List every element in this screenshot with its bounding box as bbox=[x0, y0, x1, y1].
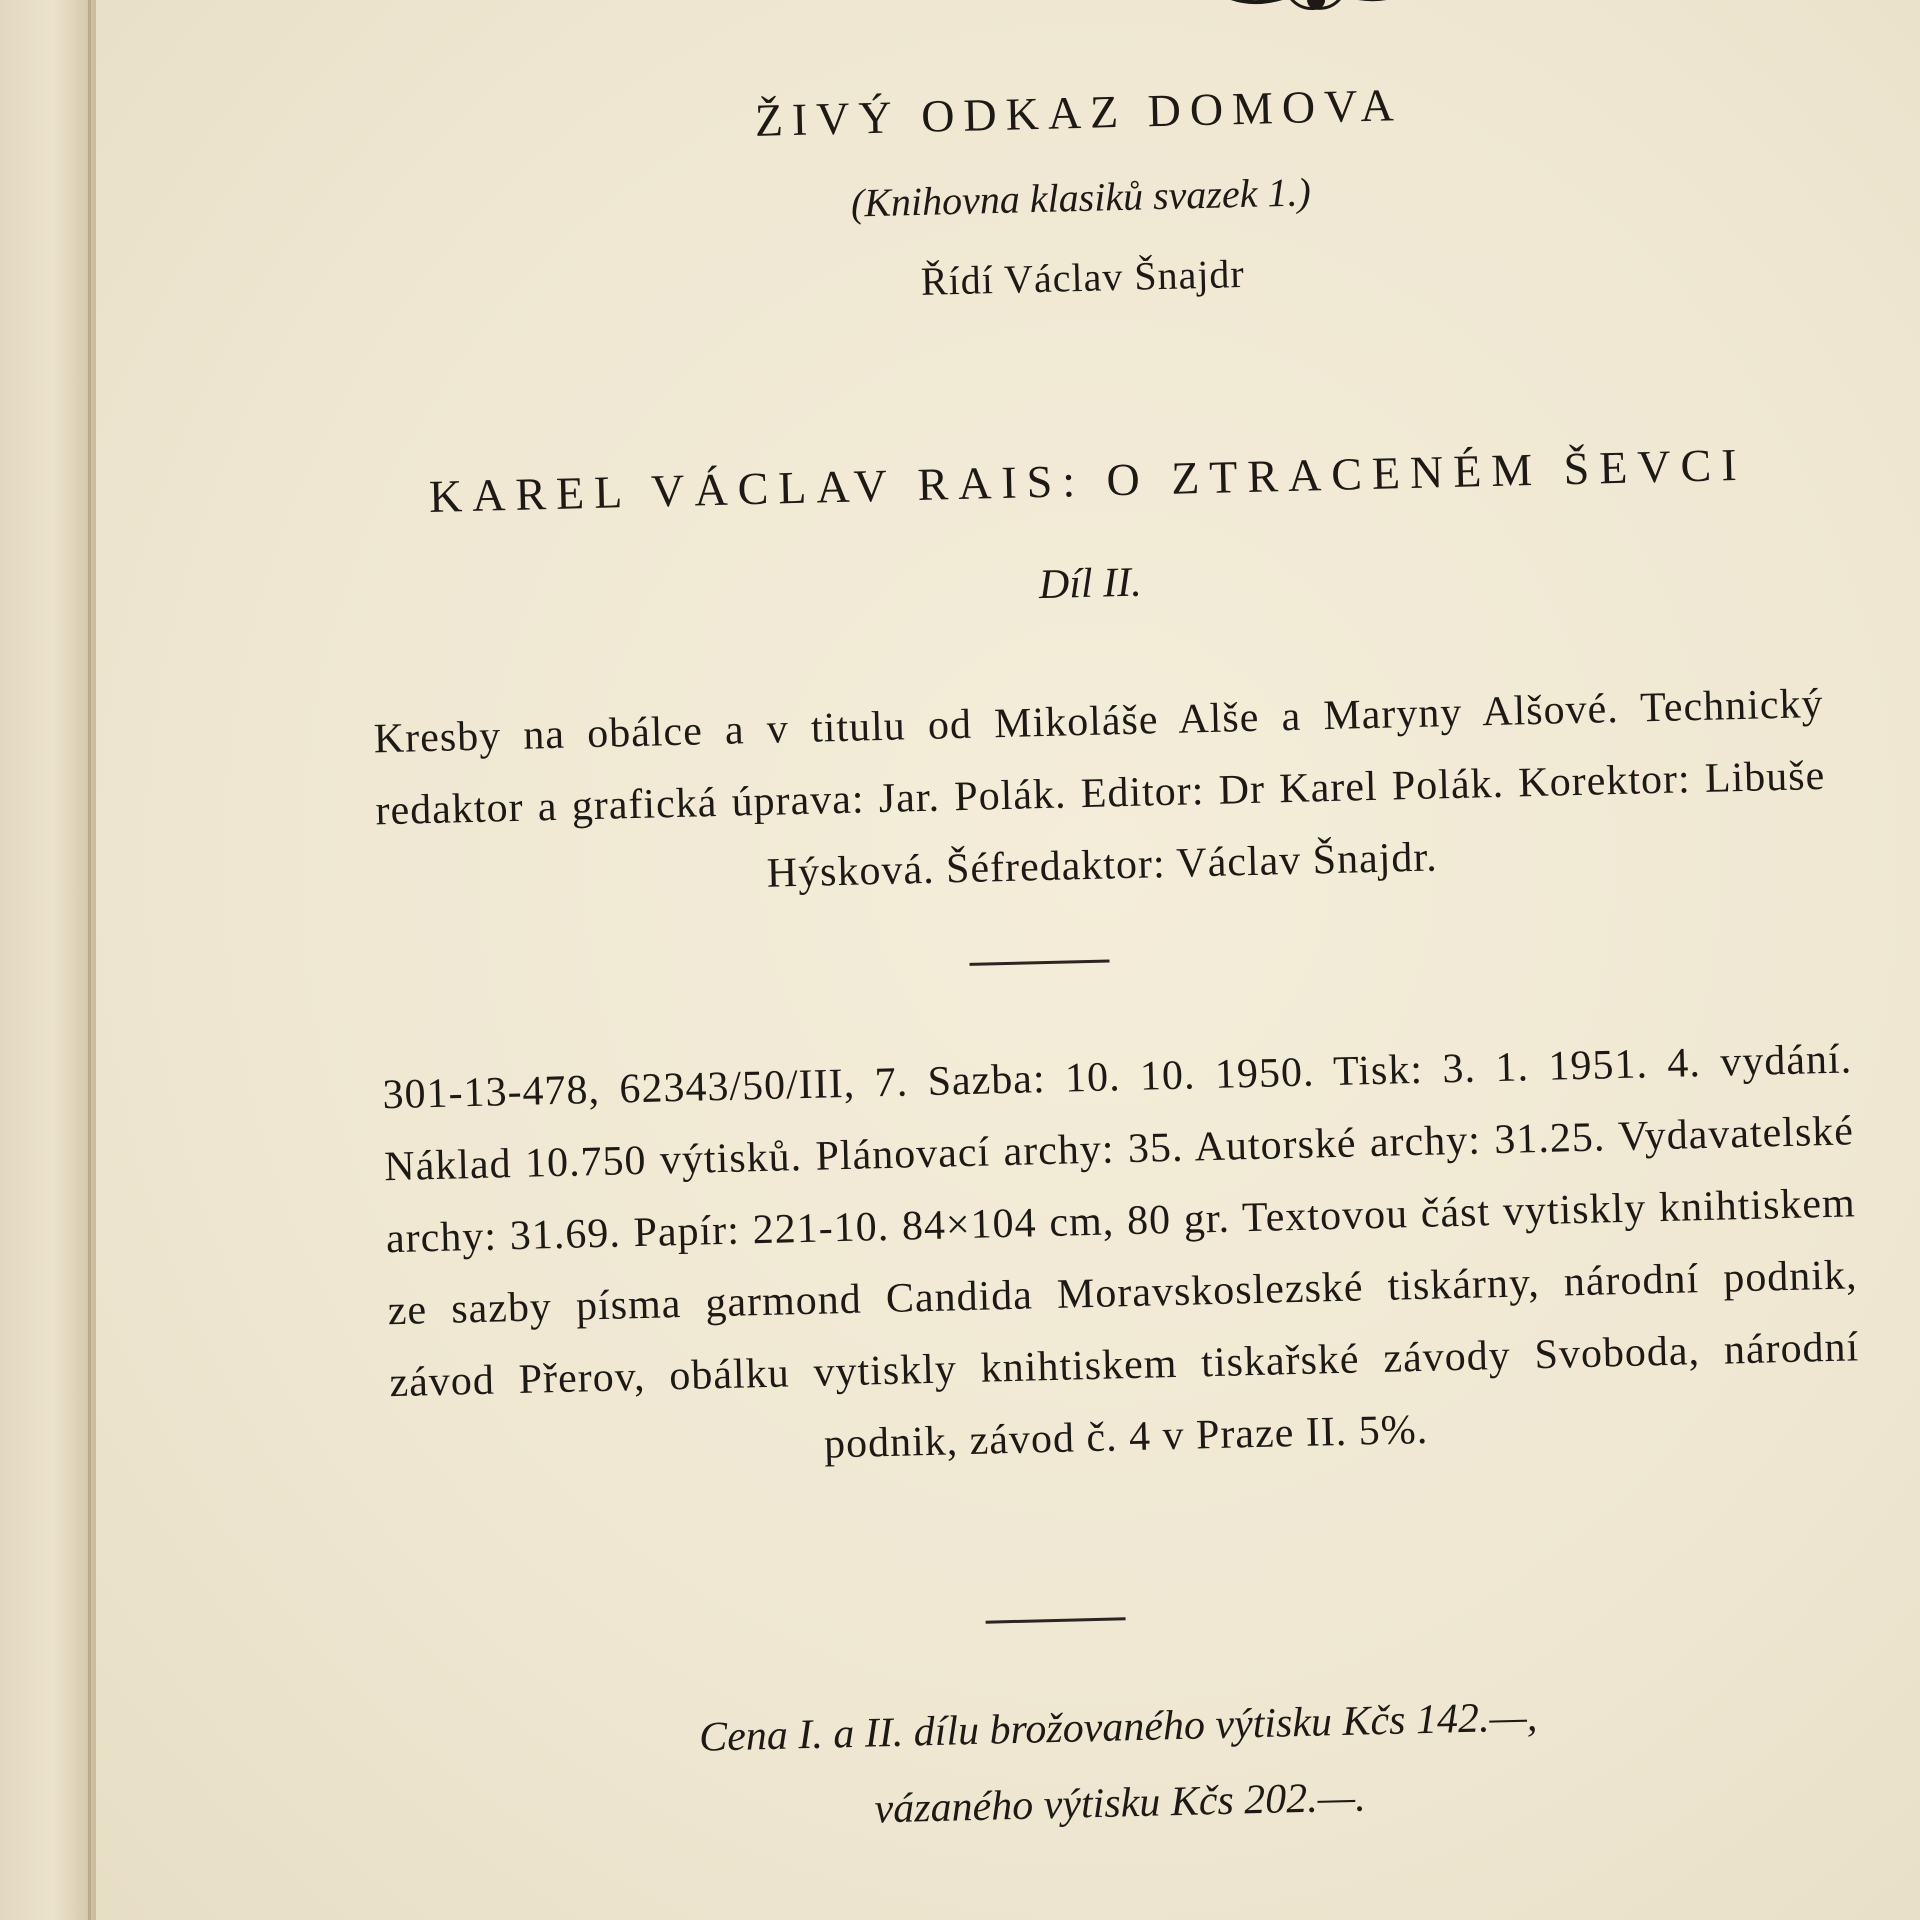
book-edge bbox=[0, 0, 96, 1920]
volume-label: Díl II. bbox=[1038, 559, 1143, 609]
divider-rule bbox=[986, 1617, 1126, 1623]
price-line-1: Cena I. a II. dílu brožovaného výtisku Kčs 142.—, bbox=[698, 1694, 1538, 1761]
series-title: ŽIVÝ ODKAZ DOMOVA bbox=[754, 79, 1404, 146]
imprint-paragraph: 301-13-478, 62343/50/III, 7. Sazba: 10. 10. 1950. Tisk: 3. 1. 1951. 4. vydání. Náklad 10.750 výtisků. Plánovací archy: 35. Autorské archy: 31.25. Vydavatelské archy: 31.69. Papír: 221-10. 84×104 cm, 80 gr. Textovou část vytiskly knihtiskem ze sazby písma garmond Candida Moravskoslezské tiskárny, národní podnik, závod Přerov, obálku vytiskly knihtiskem tiskařské závody Svoboda, národní podnik, závod č. 4 v Praze II. 5%. bbox=[381, 1036, 1860, 1468]
book-page bbox=[96, 0, 1920, 1920]
credits-paragraph: Kresby na obálce a v titulu od Mikoláše Alše a Maryny Alšové. Technický redaktor a grafická úprava: Jar. Polák. Editor: Dr Karel Polák. Korektor: Libuše Hýsková. Šéfredaktor: Václav Šnajdr. bbox=[373, 680, 1826, 897]
book-title: KAREL VÁCLAV RAIS: O ZTRACENÉM ŠEVCI bbox=[428, 438, 1748, 522]
page-content bbox=[276, 0, 1876, 1833]
page-gutter bbox=[88, 0, 91, 1920]
series-subtitle: (Knihovna klasiků svazek 1.) bbox=[850, 169, 1312, 226]
floral-ornament bbox=[1206, 0, 1427, 21]
price-line-2: vázaného výtisku Kčs 202.—. bbox=[874, 1774, 1367, 1833]
divider-rule bbox=[969, 959, 1109, 965]
series-editor: Řídí Václav Šnajdr bbox=[920, 250, 1246, 304]
price-note bbox=[318, 1670, 1920, 1861]
